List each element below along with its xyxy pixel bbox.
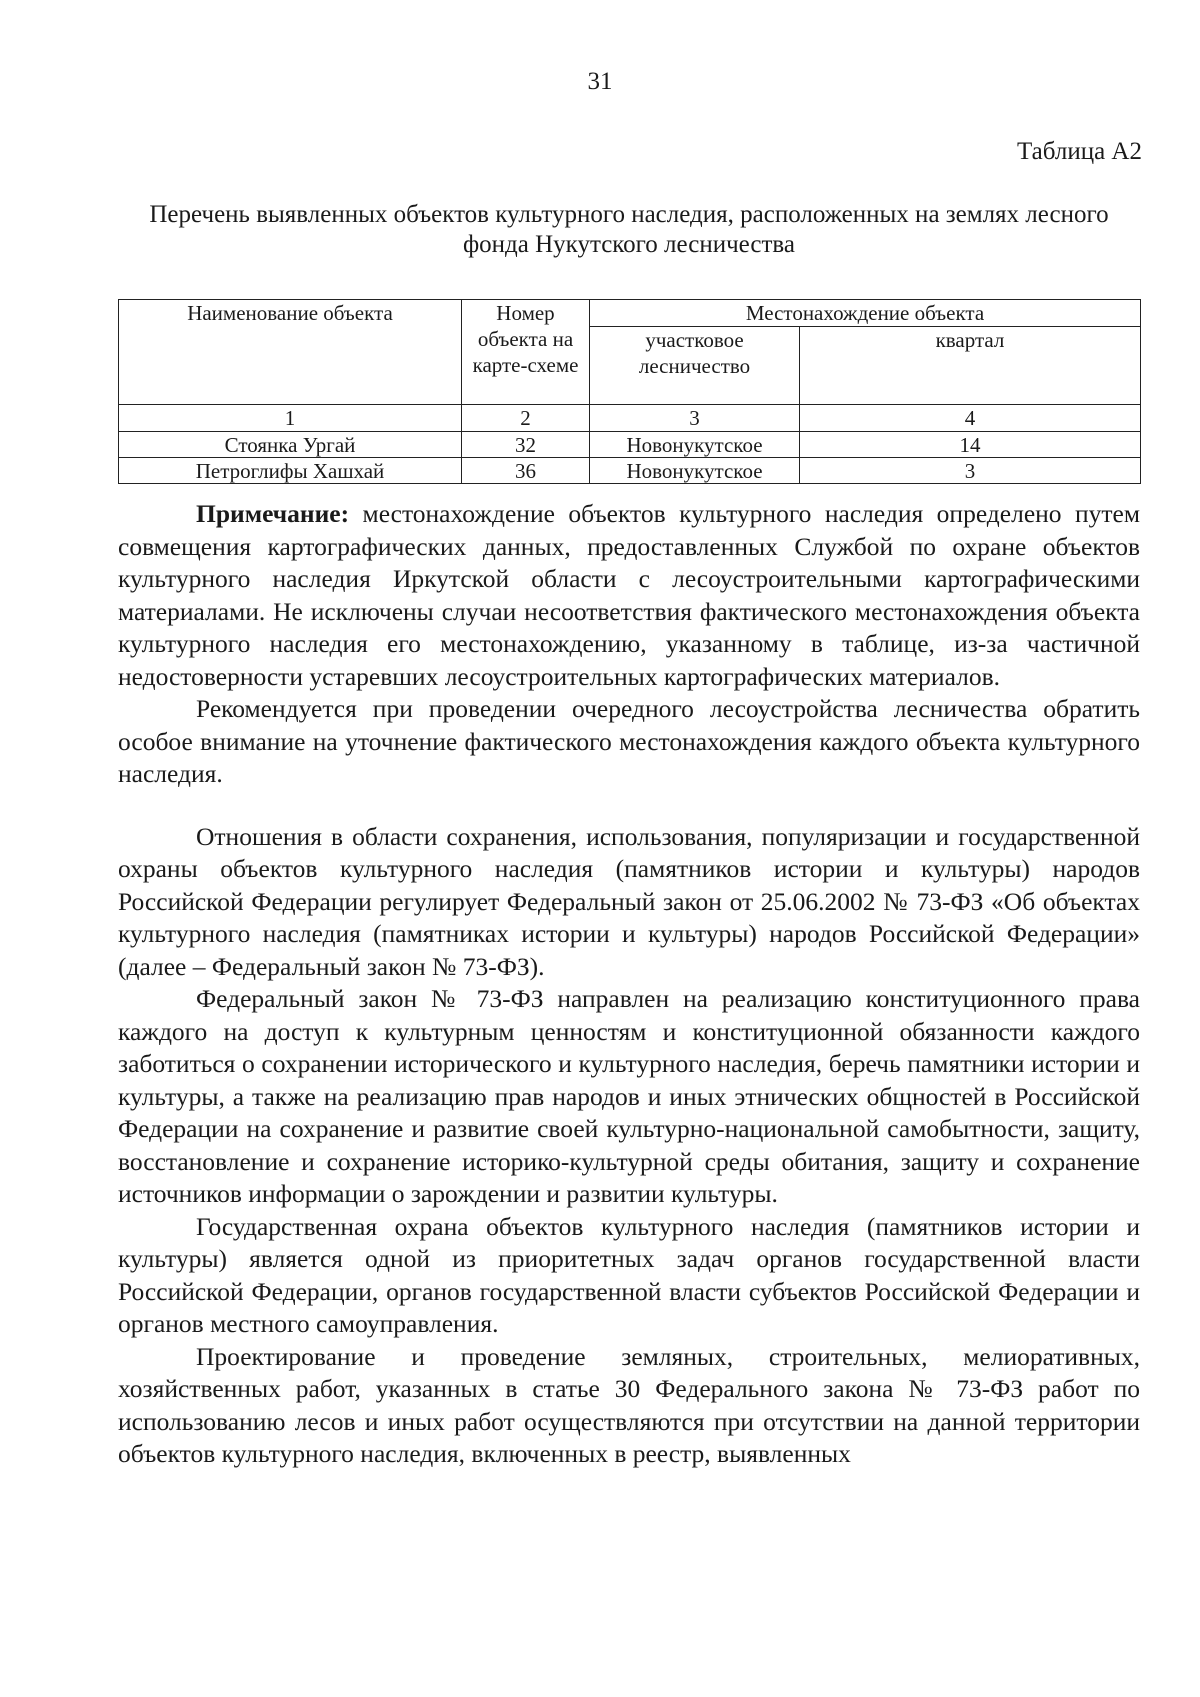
object-name: Петроглифы Хашхай: [119, 458, 462, 484]
column-number: 1: [119, 405, 462, 432]
paragraph: Отношения в области сохранения, использования, популяризации и государственной охраны объектов культурного наследия (памятников истории и культуры) народов Российской Федерации регулирует Федеральный закон от 25.06.2002 № 73-ФЗ «Об объектах культурного наследия (памятниках истории и культуры) народов Российской Федерации» (далее – Федеральный закон № 73-ФЗ).: [118, 821, 1140, 981]
column-number: 3: [590, 405, 800, 432]
note-paragraph: [118, 498, 1140, 693]
header-location: Местонахождение объекта: [590, 300, 1141, 327]
note-label: Примечание:: [196, 499, 350, 528]
table-row: [119, 432, 1141, 458]
table-label: Таблица А2: [1017, 138, 1142, 165]
object-district: Новонукутское: [590, 432, 800, 458]
page-number: 31: [587, 68, 613, 95]
column-number: 4: [800, 405, 1141, 432]
header-quarter: квартал: [800, 327, 1141, 405]
object-quarter: 14: [800, 432, 1141, 458]
column-number-row: [119, 405, 1141, 432]
object-map-number: 36: [462, 458, 590, 484]
table-title: Перечень выявленных объектов культурного наследия, расположенных на землях лесного фонда Нукутского лесничества: [149, 201, 1109, 258]
object-name: Стоянка Ургай: [119, 432, 462, 458]
body-text: [118, 498, 1140, 1471]
object-quarter: 3: [800, 458, 1141, 484]
column-number: 2: [462, 405, 590, 432]
table-row: [119, 458, 1141, 484]
table-header-row: [119, 300, 1141, 327]
header-name: Наименование объекта: [119, 300, 462, 405]
object-map-number: 32: [462, 432, 590, 458]
header-district: участковое лесничество: [590, 327, 800, 405]
paragraph: Рекомендуется при проведении очередного лесоустройства лесничества обратить особое внимание на уточнение фактического местонахождения каждого объекта культурного наследия.: [118, 694, 1140, 788]
paragraph: Федеральный закон № 73-ФЗ направлен на реализацию конституционного права каждого на доступ к культурным ценностям и конституционной обязанности каждого заботиться о сохранении исторического и культурного наследия, беречь памятники истории и культуры, а также на реализацию прав народов и иных этнических общностей в Российской Федерации на сохранение и развитие своей культурно-национальной самобытности, защиту, восстановление и сохранение историко-культурной среды обитания, защиту и сохранение источников информации о зарождении и развитии культуры.: [118, 984, 1140, 1208]
header-number: Номер объекта на карте-схеме: [462, 300, 590, 405]
paragraph: Проектирование и проведение земляных, строительных, мелиоративных, хозяйственных работ, указанных в статье 30 Федерального закона № 73-ФЗ работ по использованию лесов и иных работ осуществляются при отсутствии на данной территории объектов культурного наследия, включенных в реестр, выявленных: [118, 1341, 1140, 1468]
cultural-heritage-table: [118, 299, 1141, 484]
paragraph: Государственная охрана объектов культурного наследия (памятников истории и культуры) является одной из приоритетных задач органов государственной власти Российской Федерации, органов государственной власти субъектов Российской Федерации и органов местного самоуправления.: [118, 1211, 1140, 1338]
object-district: Новонукутское: [590, 458, 800, 484]
note-text: местонахождение объектов культурного наследия определено путем совмещения картографических данных, предоставленных Службой по охране объектов культурного наследия Иркутской области с лесоустроительными картографическими материалами. Не исключены случаи несоответствия фактического местонахождения объекта культурного наследия его местонахождению, указанному в таблице, из-за частичной недостоверности устаревших лесоустроительных картографических материалов.: [118, 499, 1140, 691]
